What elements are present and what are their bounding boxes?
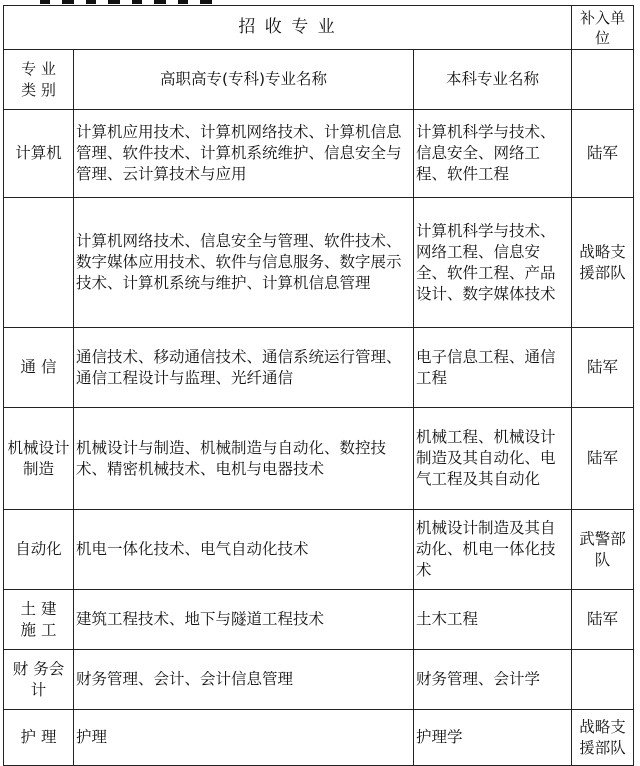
unit-cell: 战略支援部队: [572, 198, 634, 328]
category-cell: 自动化: [4, 510, 74, 590]
undergraduate-cell: 电子信息工程、通信工程: [414, 328, 572, 408]
recruitment-majors-table: [3, 5, 634, 766]
table-row: [4, 650, 634, 710]
category-header: 专 业 类 别: [4, 50, 74, 110]
category-cell: 通 信: [4, 328, 74, 408]
table-row: [4, 198, 634, 328]
vocational-cell: 财务管理、会计、会计信息管理: [74, 650, 414, 710]
vocational-cell: 计算机应用技术、计算机网络技术、计算机信息管理、软件技术、计算机系统维护、信息安全与管理、云计算技术与应用: [74, 110, 414, 198]
vocational-cell: 建筑工程技术、地下与隧道工程技术: [74, 590, 414, 650]
supplement-unit-header: 补入单位: [572, 6, 634, 50]
category-cell: 计算机: [4, 110, 74, 198]
category-cell: 护 理: [4, 710, 74, 766]
vocational-header: 高职高专(专科)专业名称: [74, 50, 414, 110]
recruit-major-header: 招 收 专 业: [4, 6, 572, 50]
table-row: [4, 710, 634, 766]
undergraduate-cell: 护理学: [414, 710, 572, 766]
table-row: [4, 328, 634, 408]
vocational-cell: 机电一体化技术、电气自动化技术: [74, 510, 414, 590]
table-row: [4, 510, 634, 590]
vocational-cell: 机械设计与制造、机械制造与自动化、数控技术、精密机械技术、电机与电器技术: [74, 408, 414, 510]
undergraduate-cell: 计算机科学与技术、网络工程、信息安全、软件工程、产品设计、数字媒体技术: [414, 198, 572, 328]
unit-cell: [572, 650, 634, 710]
unit-cell: 陆军: [572, 328, 634, 408]
undergraduate-cell: 机械工程、机械设计制造及其自动化、电气工程及其自动化: [414, 408, 572, 510]
undergraduate-cell: 土木工程: [414, 590, 572, 650]
undergraduate-cell: 机械设计制造及其自动化、机电一体化技术: [414, 510, 572, 590]
vocational-cell: 护理: [74, 710, 414, 766]
header-row-sub: [4, 50, 634, 110]
category-cell: 财 务会计: [4, 650, 74, 710]
category-cell: 机械设计制造: [4, 408, 74, 510]
vocational-cell: 计算机网络技术、信息安全与管理、软件技术、数字媒体应用技术、软件与信息服务、数字展示技术、计算机系统与维护、计算机信息管理: [74, 198, 414, 328]
undergraduate-cell: 财务管理、会计学: [414, 650, 572, 710]
header-row-top: [4, 6, 634, 50]
vocational-cell: 通信技术、移动通信技术、通信系统运行管理、通信工程设计与监理、光纤通信: [74, 328, 414, 408]
unit-cell: 陆军: [572, 110, 634, 198]
category-cell: [4, 198, 74, 328]
undergraduate-header: 本科专业名称: [414, 50, 572, 110]
unit-cell: 武警部队: [572, 510, 634, 590]
category-cell: 土 建 施 工: [4, 590, 74, 650]
unit-cell: 陆军: [572, 590, 634, 650]
table-row: [4, 590, 634, 650]
table-row: [4, 110, 634, 198]
unit-cell: 陆军: [572, 408, 634, 510]
unit-cell: 战略支援部队: [572, 710, 634, 766]
table-row: [4, 408, 634, 510]
unit-header-blank: [572, 50, 634, 110]
undergraduate-cell: 计算机科学与技术、信息安全、网络工程、软件工程: [414, 110, 572, 198]
